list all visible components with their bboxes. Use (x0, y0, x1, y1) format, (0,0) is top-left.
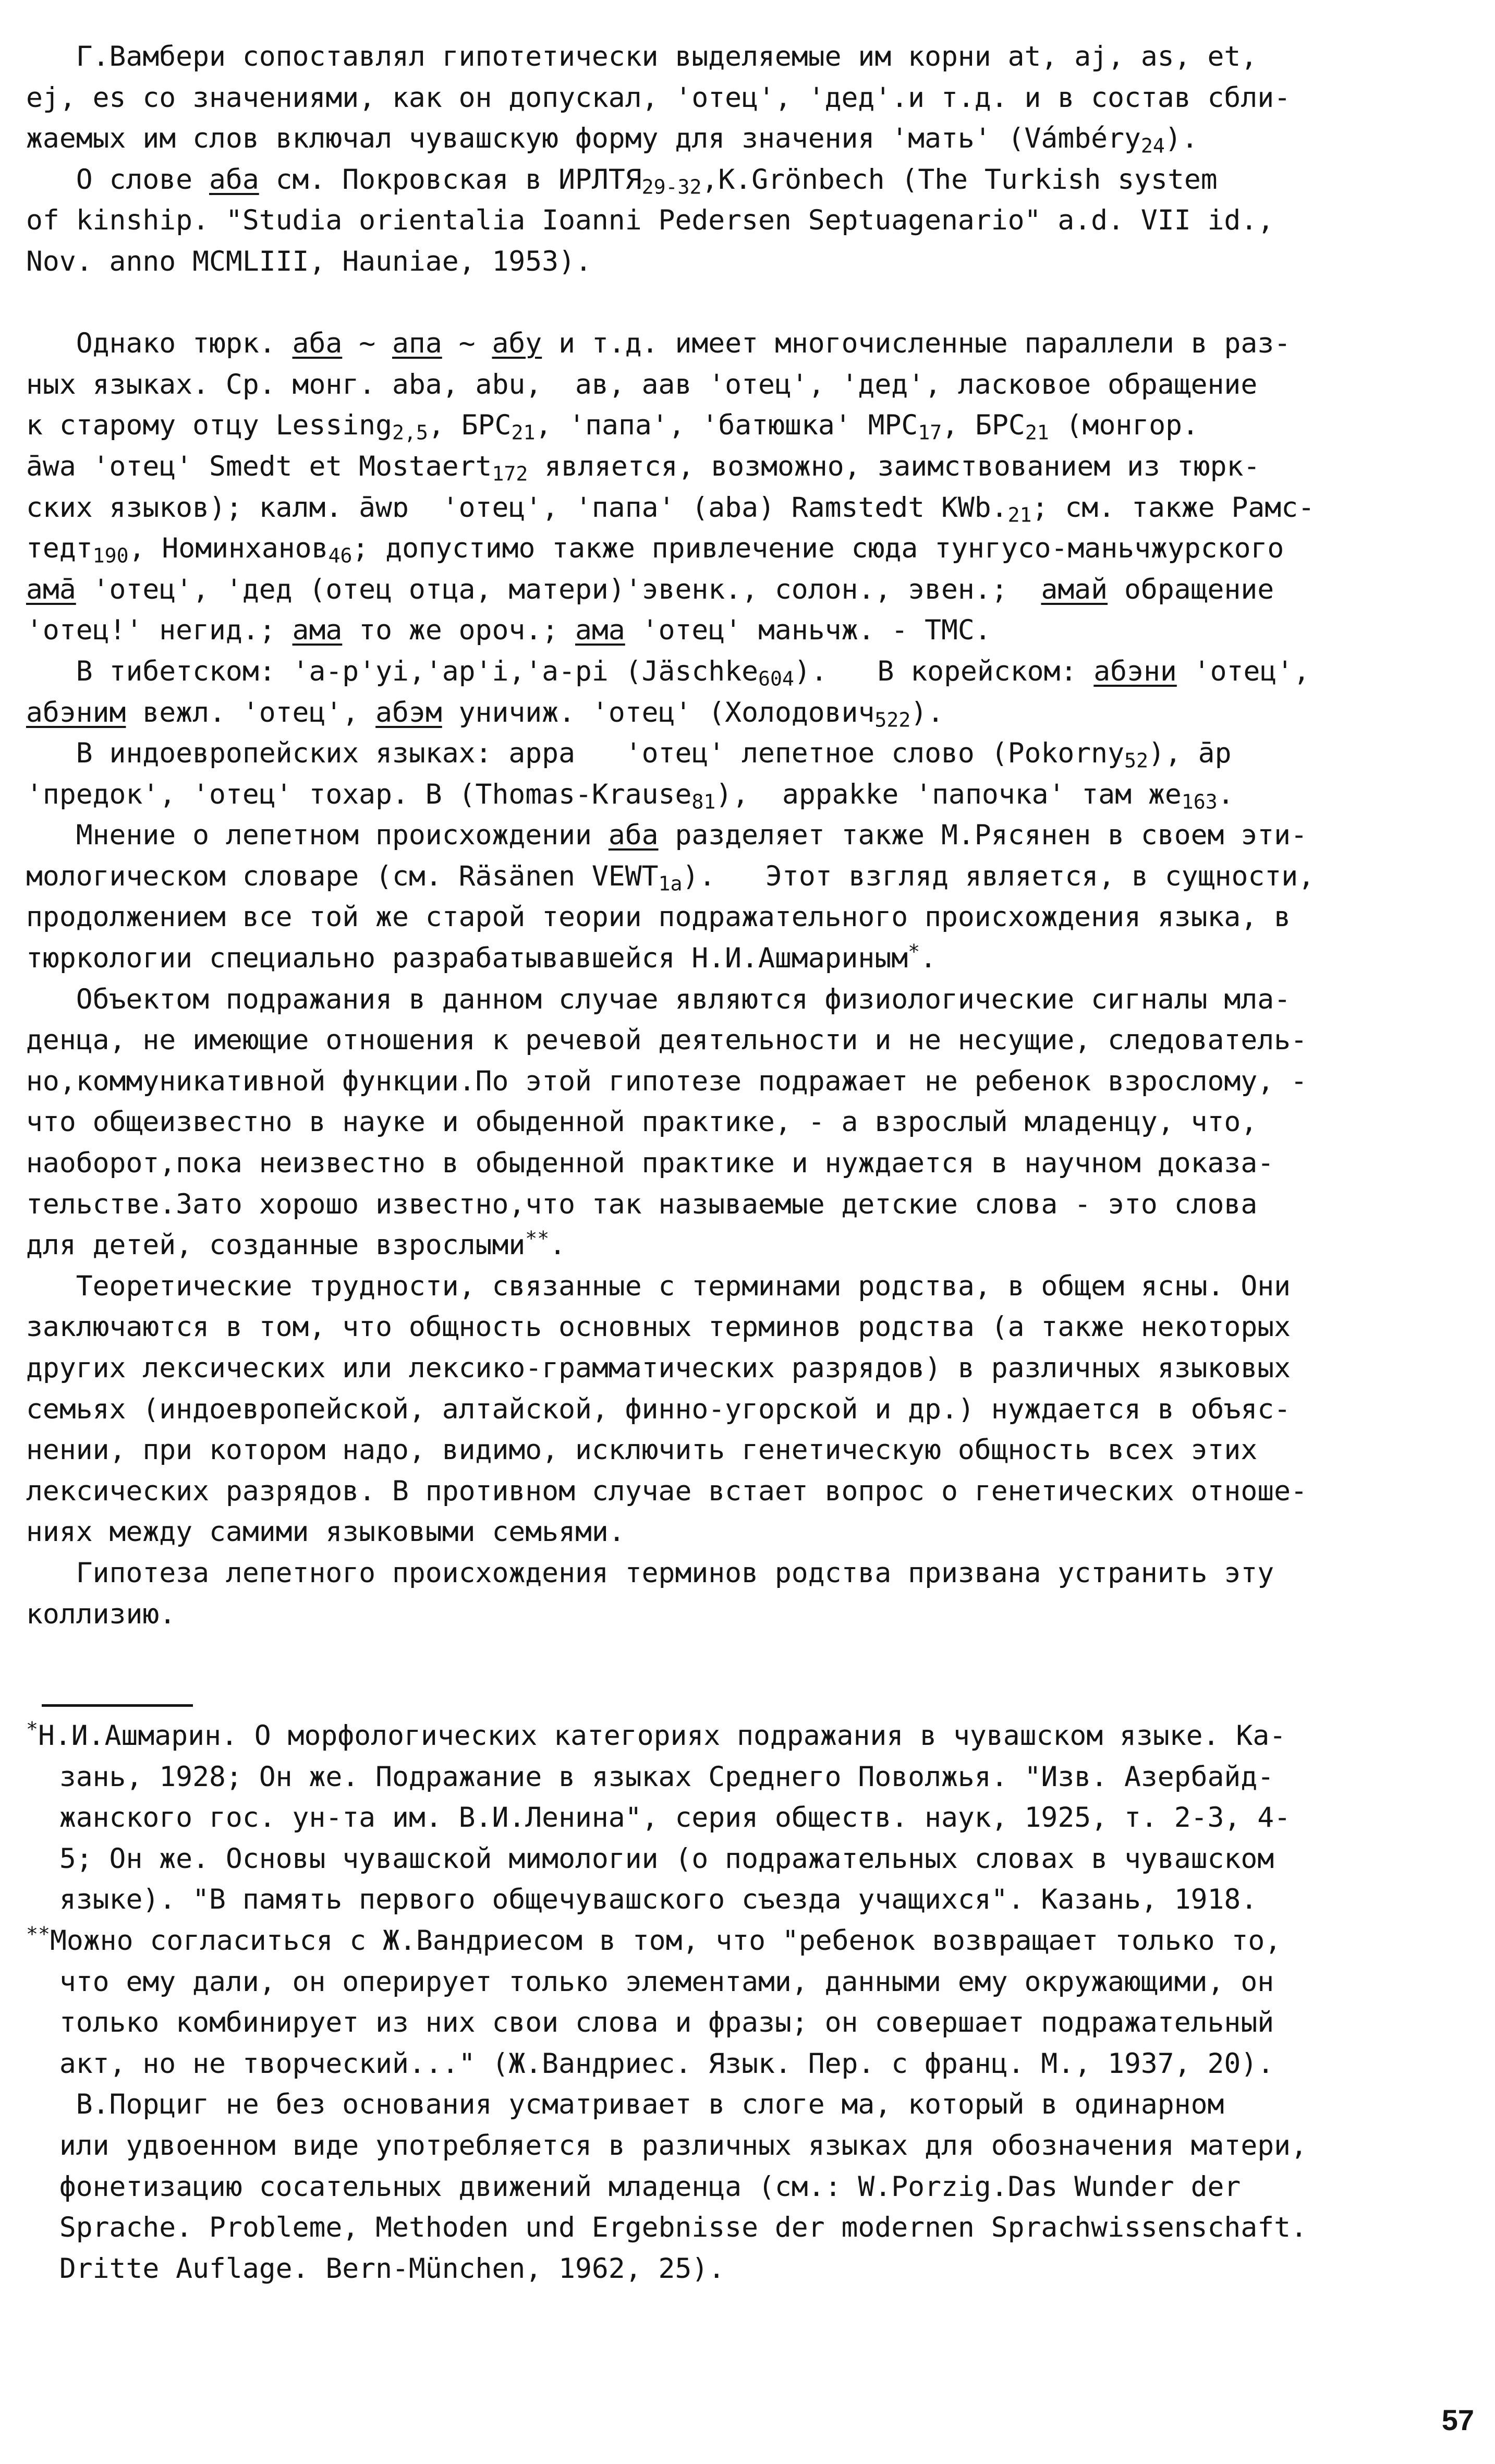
text-span: Теоретические трудности, связанные с терминами родства, в общем ясны. Они (26, 1270, 1291, 1302)
underlined-word: абэним (26, 696, 126, 729)
text-span: см. Покровская в ИРЛТЯ (259, 163, 642, 196)
text-span: языке). "В память первого общечувашского съезда учащихся". Казань, 1918. (26, 1884, 1258, 1916)
text-span: тедт (26, 532, 93, 565)
text-line (26, 1389, 1470, 1430)
text-span: наоборот,пока неизвестно в обыденной практике и нуждается в научном доказа- (26, 1147, 1274, 1180)
text-line (26, 160, 1470, 201)
page-number: 57 (1441, 2404, 1474, 2436)
text-span: Можно согласиться с Ж.Вандриесом в том, что "ребенок возвращает только то, (50, 1924, 1282, 1957)
text-span: уничиж. 'отец' (Холодович (442, 696, 875, 729)
underlined-word: абэни (1093, 655, 1177, 687)
text-span: является, возможно, заимствованием из тюрк- (528, 450, 1260, 482)
footnote-line (26, 1921, 1470, 1962)
text-span: обращение (1108, 573, 1274, 605)
text-span: лексических разрядов. В противном случае встает вопрос о генетических отноше- (26, 1475, 1307, 1507)
text-line (26, 118, 1470, 160)
footnote-line (26, 2207, 1470, 2249)
footnote-line (26, 1839, 1470, 1880)
subscript: 190 (92, 544, 129, 567)
footnote-separator (42, 1704, 193, 1707)
footnote-line (26, 1716, 1470, 1757)
text-span: акт, но не творческий..." (Ж.Вандриес. Язык. Пер. с франц. М., 1937, 20). (26, 2047, 1274, 2080)
text-line (26, 1594, 1470, 1635)
underlined-word: аба (608, 819, 659, 852)
underlined-word: аба (292, 327, 343, 360)
text-line (26, 1348, 1470, 1389)
text-span: ~ (442, 327, 492, 360)
text-span: . (920, 942, 937, 975)
text-span: что ему дали, он оперирует только элементами, данными ему окружающими, он (26, 1965, 1274, 1998)
text-span: ), āp (1148, 737, 1232, 770)
underlined-word: амай (1041, 573, 1108, 605)
text-line (26, 1471, 1470, 1512)
subscript: 24 (1140, 134, 1165, 157)
underlined-word: амā (26, 573, 76, 605)
subscript: 21 (1007, 503, 1032, 527)
underlined-word: абу (492, 327, 542, 360)
text-span: ; см. также Рамс- (1031, 491, 1315, 524)
text-span: 'отец!' негид.; (26, 614, 293, 647)
text-span: коллизию. (26, 1598, 176, 1630)
text-line (26, 1184, 1470, 1225)
text-span: ), appakke 'папочка' там же (715, 778, 1182, 810)
text-span: или удвоенном виде употребляется в различных языках для обозначения матери, (26, 2129, 1307, 2162)
text-line (26, 733, 1470, 774)
body-text (26, 37, 1470, 1635)
text-span: заключаются в том, что общность основных терминов родства (а также некоторых (26, 1311, 1291, 1343)
text-span: вежл. 'отец', (126, 696, 376, 729)
text-span: В тибетском: 'a-p'yi,'ap'i,'a-pi (Jäschke (26, 655, 758, 687)
text-line (26, 651, 1470, 693)
footnote-mark: ** (525, 1227, 550, 1251)
footnotes (26, 1716, 1470, 2289)
text-span: для детей, созданные взрослыми (26, 1229, 526, 1261)
subscript: 522 (874, 708, 911, 732)
subscript: 2,5 (392, 421, 428, 444)
subscript: 172 (492, 462, 528, 485)
text-line (26, 1102, 1470, 1143)
text-span: Н.И.Ашмарин. О морфологических категориях подражания в чувашском языке. Ка- (38, 1720, 1286, 1752)
underlined-word: ама (292, 614, 343, 647)
text-span: О слове (26, 163, 209, 196)
text-span: Dritte Auflage. Bern-München, 1962, 25). (26, 2252, 725, 2285)
text-line (26, 365, 1470, 406)
text-span: , 'папа', 'батюшка' МРС (535, 409, 918, 442)
text-span: Nov. anno MCMLIII, Hauniae, 1953). (26, 245, 592, 277)
footnote-mark: ** (26, 1922, 50, 1946)
text-span: ских языков); калм. āwɒ 'отец', 'папа' (aba) Ramstedt KWb. (26, 491, 1008, 524)
text-line (26, 1266, 1470, 1307)
footnote-line (26, 2002, 1470, 2044)
text-span: ных языках. Ср. монг. aba, abu, ав, аав 'отец', 'дед', ласковое обращение (26, 368, 1258, 400)
text-span: 'предок', 'отец' тохар. В (Thomas-Krause (26, 778, 692, 810)
footnote-mark: * (908, 940, 920, 963)
text-span: к старому отцу Lessing (26, 409, 392, 442)
text-span: В.Порциг не без основания усматривает в слоге ма, который в одинарном (26, 2089, 1224, 2121)
text-line (26, 283, 1470, 324)
text-span: нении, при котором надо, видимо, исключить генетическую общность всех этих (26, 1434, 1258, 1466)
text-span: Sprache. Probleme, Methoden und Ergebnisse der modernen Sprachwissenschaft. (26, 2212, 1307, 2244)
text-span: . (1217, 778, 1234, 810)
subscript: 1a (658, 872, 683, 895)
text-line (26, 200, 1470, 241)
footnote-line (26, 1798, 1470, 1839)
underlined-word: аба (209, 163, 259, 196)
footnote-line (26, 1757, 1470, 1798)
text-line (26, 897, 1470, 938)
footnote-line (26, 2044, 1470, 2085)
text-line (26, 938, 1470, 979)
footnote-mark: * (26, 1717, 38, 1741)
footnote-line (26, 2084, 1470, 2126)
text-line (26, 1061, 1470, 1102)
subscript: 46 (328, 544, 353, 567)
text-span: зань, 1928; Он же. Подражание в языках Среднего Поволжья. "Изв. Азербайд- (26, 1761, 1274, 1793)
subscript: 163 (1181, 790, 1218, 814)
text-line (26, 488, 1470, 529)
text-span: of kinship. "Studia orientalia Ioanni Pedersen Septuagenario" a.d. VII id., (26, 204, 1274, 237)
text-span: Гипотеза лепетного происхождения терминов родства призвана устранить эту (26, 1557, 1274, 1589)
text-line (26, 405, 1470, 446)
text-line (26, 37, 1470, 78)
text-span: то же ороч.; (342, 614, 576, 647)
underlined-word: апа (392, 327, 442, 360)
subscript: 21 (1025, 421, 1049, 444)
underlined-word: ама (575, 614, 625, 647)
footnote-line (26, 2126, 1470, 2167)
text-span: продолжением все той же старой теории подражательного происхождения языка, в (26, 901, 1291, 933)
text-line (26, 815, 1470, 856)
text-span: Объектом подражания в данном случае являются физиологические сигналы мла- (26, 983, 1291, 1015)
text-line (26, 569, 1470, 611)
text-span: тельстве.Зато хорошо известно,что так называемые детские слова - это слова (26, 1188, 1258, 1220)
text-line (26, 528, 1470, 569)
text-span: тюркологии специально разрабатывавшейся Н.И.Ашмариным (26, 942, 908, 975)
subscript: 604 (758, 667, 794, 690)
subscript: 52 (1124, 749, 1148, 772)
text-span: жаемых им слов включал чувашскую форму для значения 'мать' (Vámbéry (26, 123, 1141, 155)
text-span: ). (910, 696, 944, 729)
text-span: других лексических или лексико-грамматических разрядов) в различных языковых (26, 1352, 1291, 1384)
text-span: жанского гос. ун-та им. В.И.Ленина", серия обществ. наук, 1925, т. 2-3, 4- (26, 1802, 1291, 1834)
text-line (26, 979, 1470, 1021)
text-span: ; допустимо также привлечение сюда тунгусо-маньчжурского (352, 532, 1284, 565)
footnote-line (26, 2249, 1470, 2290)
text-span: Мнение о лепетном происхождении (26, 819, 609, 852)
text-span: 'отец', 'дед (отец отца, матери)'эвенк., солон., эвен.; (76, 573, 1041, 605)
text-line (26, 693, 1470, 734)
text-line (26, 1020, 1470, 1061)
text-span: . (549, 1229, 566, 1261)
text-span: 'отец' маньчж. - ТМС. (625, 614, 991, 647)
text-line (26, 1225, 1470, 1266)
text-line (26, 1307, 1470, 1348)
text-span: ниях между самими языковыми семьями. (26, 1516, 625, 1548)
text-line (26, 610, 1470, 651)
text-span: разделяет также М.Рясянен в своем эти- (658, 819, 1307, 852)
subscript: 17 (918, 421, 942, 444)
text-line (26, 323, 1470, 365)
text-line (26, 856, 1470, 897)
text-span: фонетизацию сосательных движений младенца (см.: W.Porzig.Das Wunder der (26, 2170, 1241, 2203)
text-span: В индоевропейских языках: appa 'отец' лепетное слово (Pokorny (26, 737, 1124, 770)
text-span: (монгор. (1049, 409, 1199, 442)
text-span: Г.Вамбери сопоставлял гипотетически выделяемые им корни at, aj, as, et, (26, 41, 1258, 72)
text-span: только комбинирует из них свои слова и фразы; он совершает подражательный (26, 2007, 1274, 2039)
subscript: 29-32 (641, 175, 702, 199)
text-span: денца, не имеющие отношения к речевой деятельности и не несущие, следователь- (26, 1024, 1307, 1057)
text-span: и т.д. имеет многочисленные параллели в раз- (542, 327, 1291, 360)
text-span: āwa 'отец' Smedt et Mostaert (26, 450, 492, 482)
subscript: 21 (511, 421, 536, 444)
text-span: , БРС (428, 409, 512, 442)
subscript: 81 (691, 790, 716, 814)
text-span: ). (1164, 123, 1198, 155)
text-span: ). Этот взгляд является, в сущности, (682, 860, 1315, 892)
text-line (26, 1553, 1470, 1594)
text-line (26, 446, 1470, 488)
text-span: ej, es со значениями, как он допускал, 'отец', 'дед'.и т.д. и в состав сбли- (26, 81, 1291, 114)
underlined-word: абэм (375, 696, 442, 729)
text-line (26, 774, 1470, 816)
text-span: ~ (342, 327, 393, 360)
text-span: 5; Он же. Основы чувашской мимологии (о подражательных словах в чувашском (26, 1842, 1274, 1875)
text-line (26, 1512, 1470, 1553)
text-span: но,коммуникативной функции.По этой гипотезе подражает не ребенок взрослому, - (26, 1065, 1307, 1097)
text-line (26, 1143, 1470, 1184)
footnote-line (26, 1879, 1470, 1921)
text-span: мологическом словаре (см. Räsänen VEWT (26, 860, 659, 892)
text-span: Однако тюрк. (26, 327, 293, 360)
text-span: семьях (индоевропейской, алтайской, финно-угорской и др.) нуждается в объяс- (26, 1393, 1291, 1425)
text-line (26, 78, 1470, 119)
footnote-line (26, 2167, 1470, 2208)
text-span: , БРС (942, 409, 1025, 442)
footnote-line (26, 1962, 1470, 2003)
text-span: ,K.Grönbech (The Turkish system (701, 163, 1218, 196)
text-line (26, 1430, 1470, 1471)
text-line (26, 241, 1470, 283)
text-span: , Номинханов (128, 532, 329, 565)
text-span: ). В корейском: (794, 655, 1094, 687)
text-span: что общеизвестно в науке и обыденной практике, - а взрослый младенцу, что, (26, 1106, 1258, 1138)
text-span: 'отец', (1176, 655, 1310, 687)
